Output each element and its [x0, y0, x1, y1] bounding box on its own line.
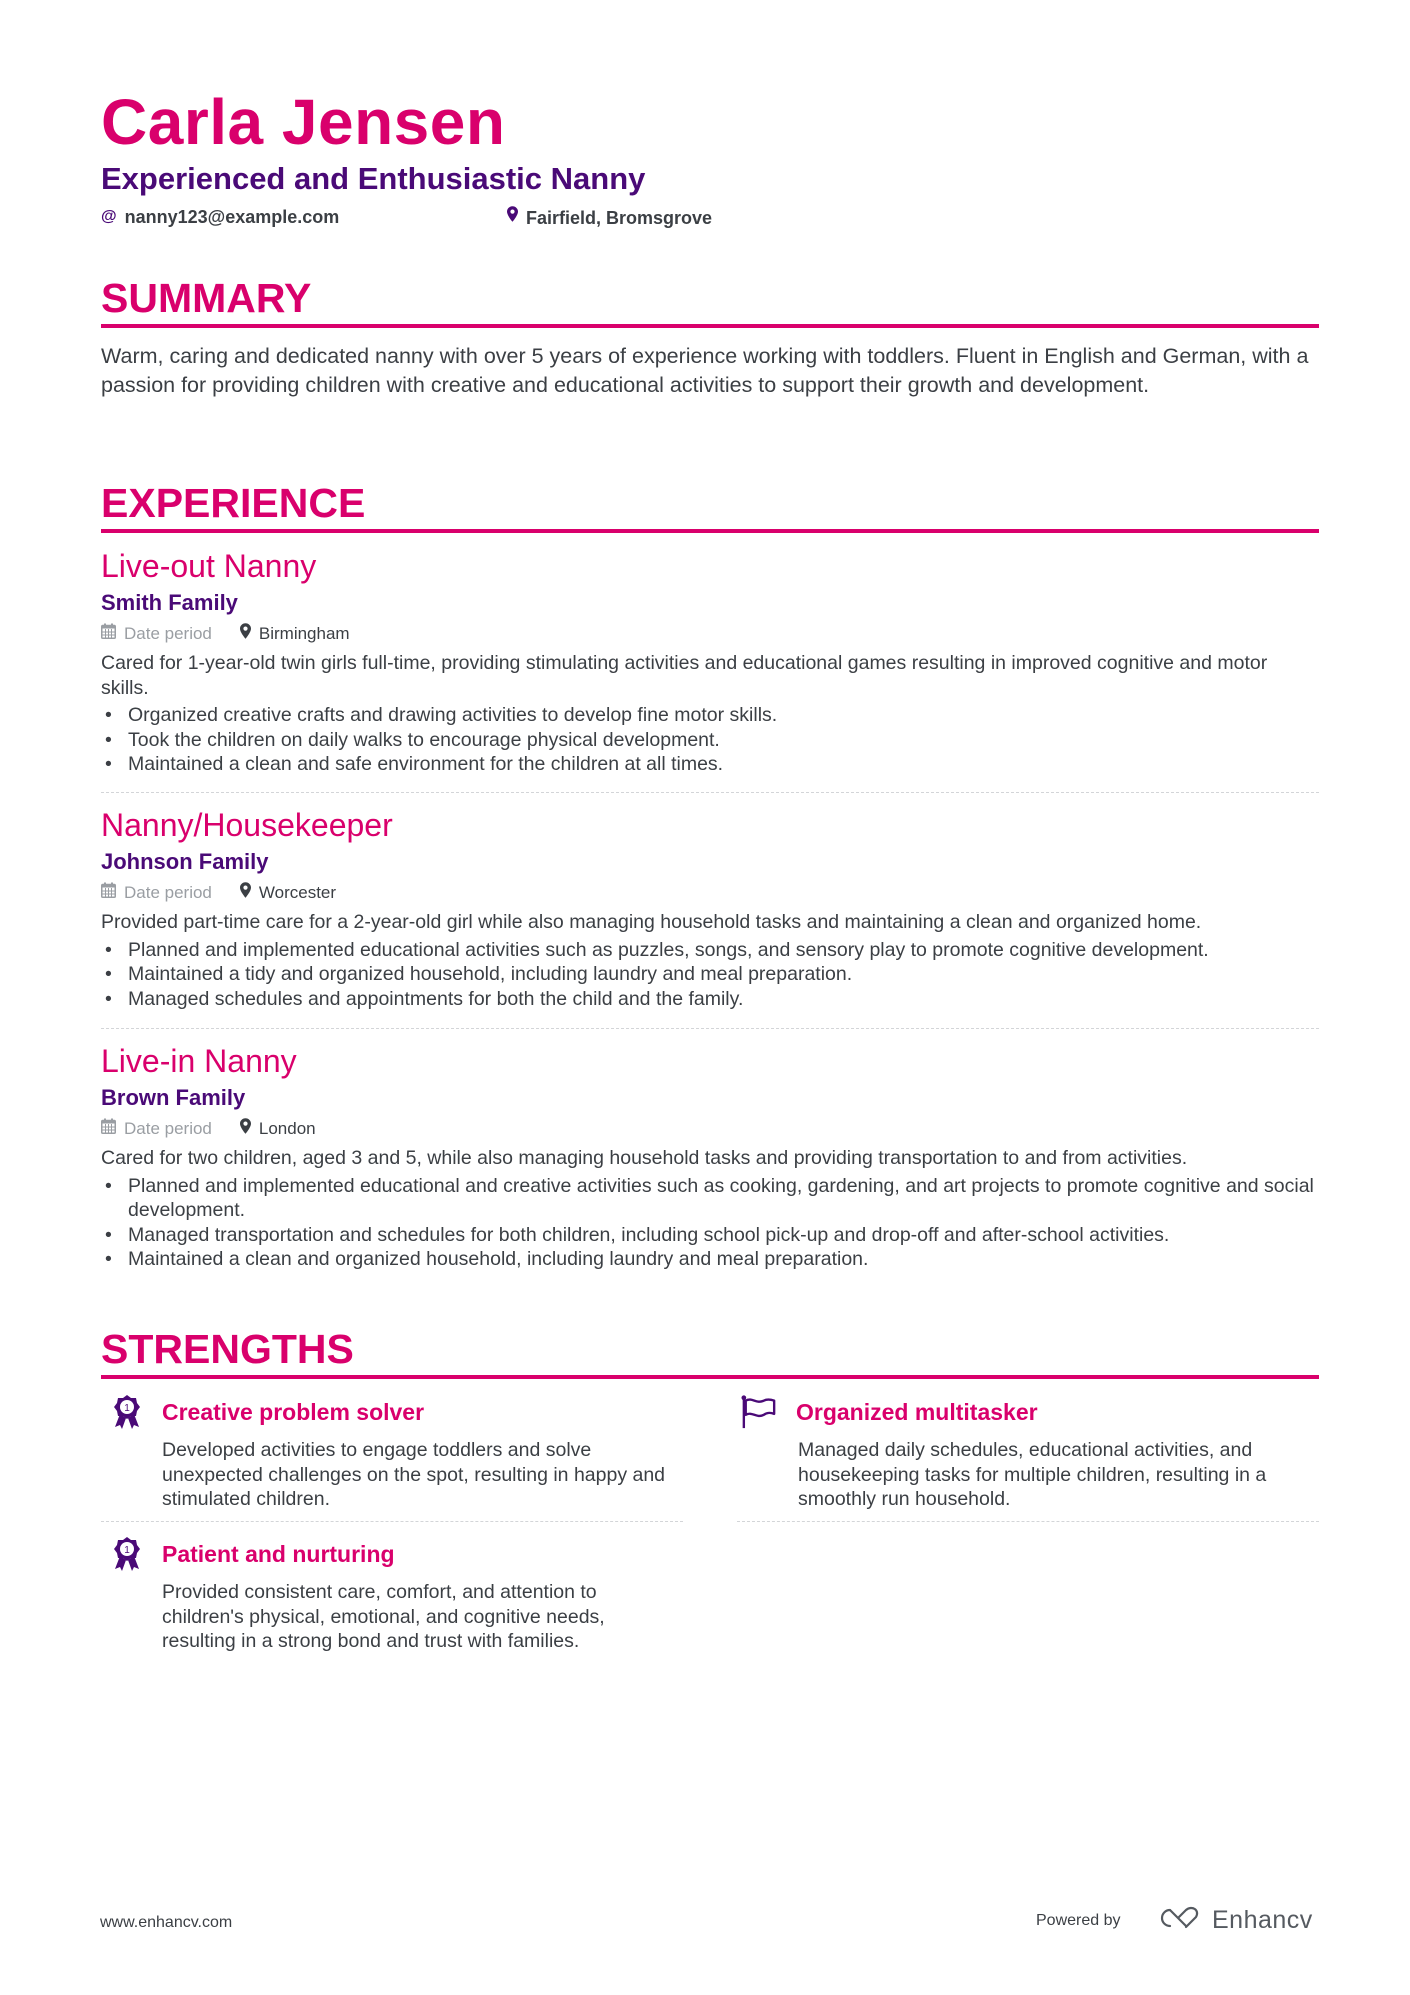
powered-by-label: Powered by — [1036, 1912, 1121, 1929]
strength-item — [101, 1392, 683, 1512]
divider — [101, 792, 1319, 793]
experience-heading: EXPERIENCE — [101, 479, 1319, 533]
job-meta — [101, 881, 1319, 905]
location-pin-icon — [507, 206, 518, 229]
location-pin-icon — [240, 622, 251, 646]
date-period: Date period — [124, 624, 212, 643]
svg-text:1: 1 — [124, 1545, 130, 1556]
date-period: Date period — [124, 1119, 212, 1138]
job-description: Cared for 1-year-old twin girls full-time, providing stimulating activities and educational games resulting in improved cognitive and motor skills. — [101, 652, 1268, 699]
strength-text: Developed activities to engage toddlers and solve unexpected challenges on the spot, resulting in happy and stimulated children. — [162, 1439, 666, 1510]
bullet-item: • Planned and implemented educational and creative activities such as cooking, gardening, and art projects to promote cognitive and social development. — [101, 1174, 1319, 1223]
calendar-icon — [101, 1117, 116, 1141]
strength-item — [101, 1534, 683, 1654]
strength-text: Managed daily schedules, educational activities, and housekeeping tasks for multiple children, resulting in a smoothly run household. — [798, 1439, 1267, 1510]
job-title: Live-out Nanny — [101, 548, 317, 584]
bullet-item: • Maintained a clean and organized household, including laundry and meal preparation. — [101, 1247, 1319, 1272]
calendar-icon — [101, 881, 116, 905]
enhancv-logo-icon — [1156, 1906, 1202, 1935]
strength-item — [737, 1392, 1319, 1512]
divider — [101, 1521, 683, 1522]
email-text: nanny123@example.com — [124, 207, 340, 227]
job-meta — [101, 1117, 1319, 1141]
award-ribbon-icon — [109, 1534, 145, 1574]
at-icon: @ — [101, 208, 117, 225]
bullet-item: • Planned and implemented educational activities such as puzzles, songs, and sensory play to promote cognitive development. — [101, 938, 1319, 963]
bullet-item: • Maintained a tidy and organized household, including laundry and meal preparation. — [101, 962, 1319, 987]
job-title: Live-in Nanny — [101, 1043, 297, 1079]
bullet-item: • Managed schedules and appointments for both the child and the family. — [101, 987, 1319, 1012]
summary-heading: SUMMARY — [101, 274, 1319, 328]
job-entry — [101, 546, 1319, 777]
bullet-item: • Managed transportation and schedules for both children, including school pick-up and drop-off and after-school activities. — [101, 1223, 1319, 1248]
job-entry — [101, 1041, 1319, 1272]
footer-website-link[interactable]: www.enhancv.com — [100, 1914, 233, 1931]
job-title: Nanny/Housekeeper — [101, 807, 393, 843]
location-text: Fairfield, Bromsgrove — [526, 207, 713, 228]
strength-title: Organized multitasker — [796, 1399, 1038, 1425]
job-bullets — [101, 1174, 1319, 1272]
enhancv-logo[interactable] — [1156, 1906, 1313, 1935]
job-description: Cared for two children, aged 3 and 5, while also managing household tasks and providing transportation to and from activities. — [101, 1147, 1188, 1169]
location-pin-icon — [240, 881, 251, 905]
job-meta — [101, 622, 1319, 646]
location-pin-icon — [240, 1117, 251, 1141]
svg-text:1: 1 — [124, 1403, 130, 1414]
divider — [101, 1028, 1319, 1029]
bullet-item: • Organized creative crafts and drawing activities to develop fine motor skills. — [101, 703, 1319, 728]
job-location: Worcester — [258, 883, 337, 902]
summary-text: Warm, caring and dedicated nanny with over 5 years of experience working with toddlers. Fluent in English and German, with a passion for providing children with creative and educational activities to support their growth and development. — [101, 344, 1309, 397]
job-location: London — [258, 1119, 316, 1138]
bullet-item: • Maintained a clean and safe environment for the children at all times. — [101, 752, 1319, 777]
job-location: Birmingham — [258, 624, 350, 643]
enhancv-brand-text: Enhancv — [1212, 1906, 1313, 1934]
job-bullets — [101, 703, 1319, 777]
company-name: Brown Family — [101, 1085, 246, 1110]
candidate-name: Carla Jensen — [101, 86, 506, 158]
award-ribbon-icon — [109, 1392, 145, 1432]
contact-email — [101, 206, 339, 228]
strength-text: Provided consistent care, comfort, and attention to children's physical, emotional, and cognitive needs, resulting in a strong bond and trust with families. — [162, 1581, 605, 1652]
contact-location — [507, 206, 712, 229]
bullet-item: • Took the children on daily walks to encourage physical development. — [101, 728, 1319, 753]
company-name: Johnson Family — [101, 849, 269, 874]
date-period: Date period — [124, 883, 212, 902]
strengths-heading: STRENGTHS — [101, 1325, 1319, 1379]
divider — [737, 1521, 1319, 1522]
candidate-title: Experienced and Enthusiastic Nanny — [101, 161, 646, 196]
job-bullets — [101, 938, 1319, 1012]
strength-title: Patient and nurturing — [162, 1541, 395, 1567]
calendar-icon — [101, 622, 116, 646]
flag-icon — [741, 1392, 777, 1432]
strength-title: Creative problem solver — [162, 1399, 425, 1425]
company-name: Smith Family — [101, 590, 238, 615]
job-entry — [101, 805, 1319, 1011]
job-description: Provided part-time care for a 2-year-old girl while also managing household tasks and maintaining a clean and organized home. — [101, 911, 1202, 933]
